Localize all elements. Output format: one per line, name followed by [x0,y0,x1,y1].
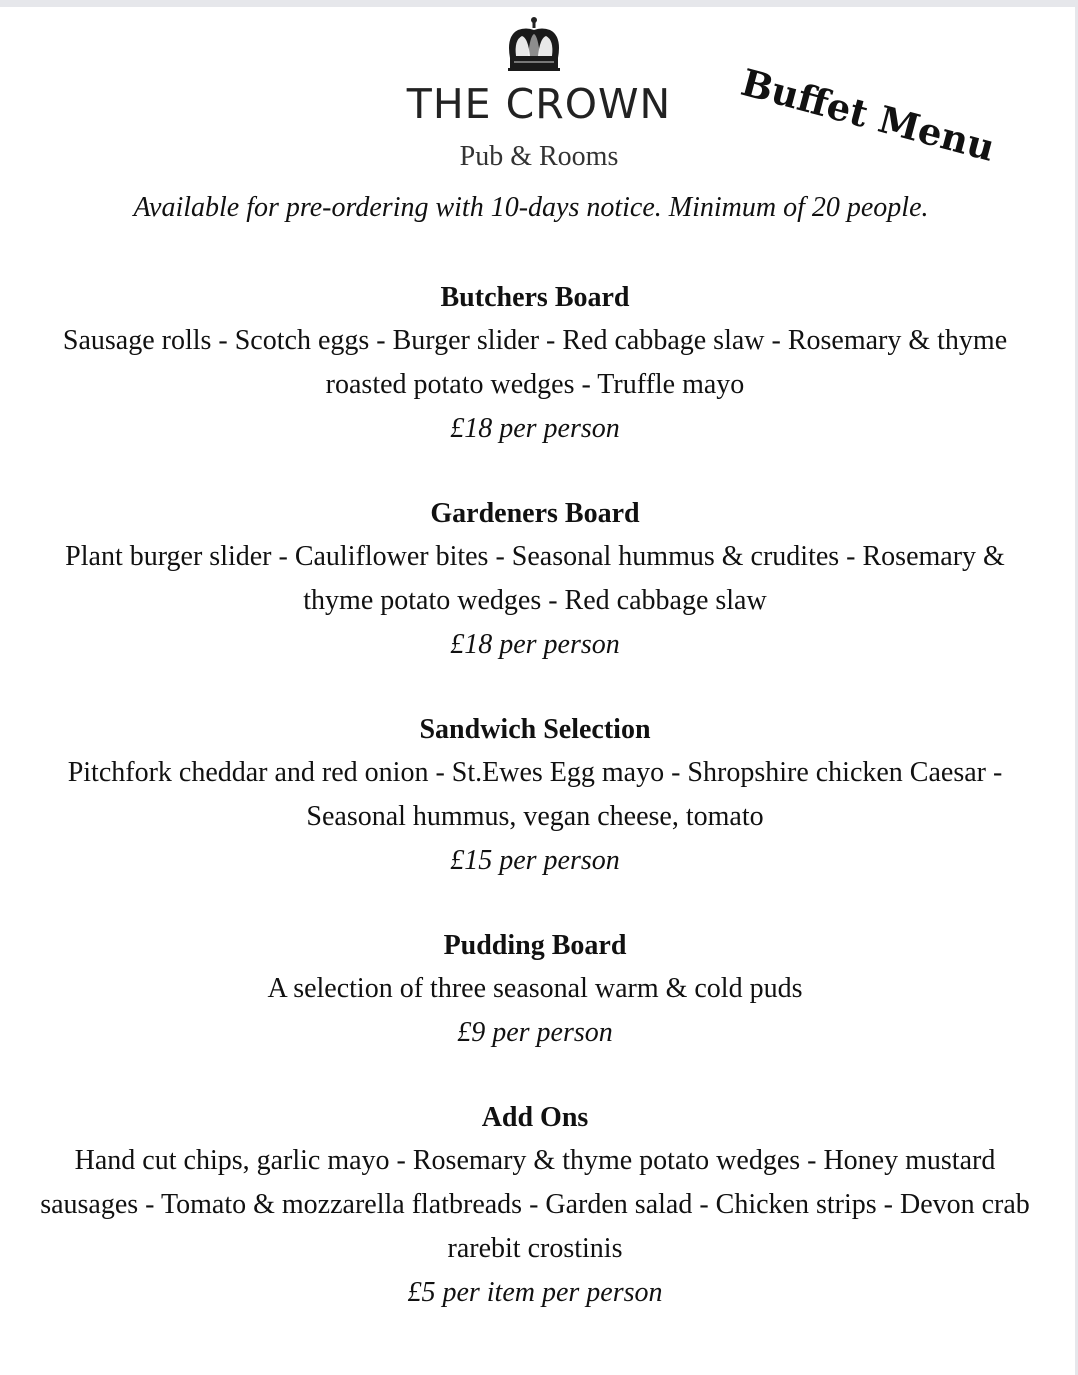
top-border [0,0,1078,7]
menu-section [0,278,1070,451]
section-items: A selection of three seasonal warm & cold puds [267,973,803,1004]
section-title: Pudding Board [443,930,627,961]
section-items: Pitchfork cheddar and red onion - St.Ewes Egg mayo - Shropshire chicken Caesar - Seasonal hummus, vegan cheese, tomato [67,757,1003,832]
section-price: £18 per person [450,413,620,444]
section-title: Add Ons [481,1102,589,1133]
menu-section [0,494,1070,667]
menu-section [0,710,1070,883]
preorder-notice: Available for pre-ordering with 10-days notice. Minimum of 20 people. [133,192,929,223]
brand-title: THE CROWN [406,80,672,128]
section-price: £18 per person [450,629,620,660]
section-price: £5 per item per person [407,1277,663,1308]
section-title: Gardeners Board [430,498,640,529]
section-items: Sausage rolls - Scotch eggs - Burger slider - Red cabbage slaw - Rosemary & thyme roasted potato wedges - Truffle mayo [62,325,1008,400]
section-items: Hand cut chips, garlic mayo - Rosemary & thyme potato wedges - Honey mustard sausages - Tomato & mozzarella flatbreads - Garden salad - Chicken strips - Devon crab rarebit crostinis [40,1145,1030,1264]
menu-sections [0,278,1070,1358]
section-price: £15 per person [450,845,620,876]
brand-subtitle: Pub & Rooms [459,141,619,172]
buffet-menu-heading: Buffet Menu [736,60,1000,170]
section-title: Sandwich Selection [419,714,651,745]
menu-section [0,926,1070,1055]
section-price: £9 per person [457,1017,613,1048]
section-title: Butchers Board [440,282,630,313]
section-items: Plant burger slider - Cauliflower bites - Seasonal hummus & crudites - Rosemary & thyme potato wedges - Red cabbage slaw [65,541,1005,616]
crown-icon [504,16,564,72]
menu-section [0,1098,1070,1315]
